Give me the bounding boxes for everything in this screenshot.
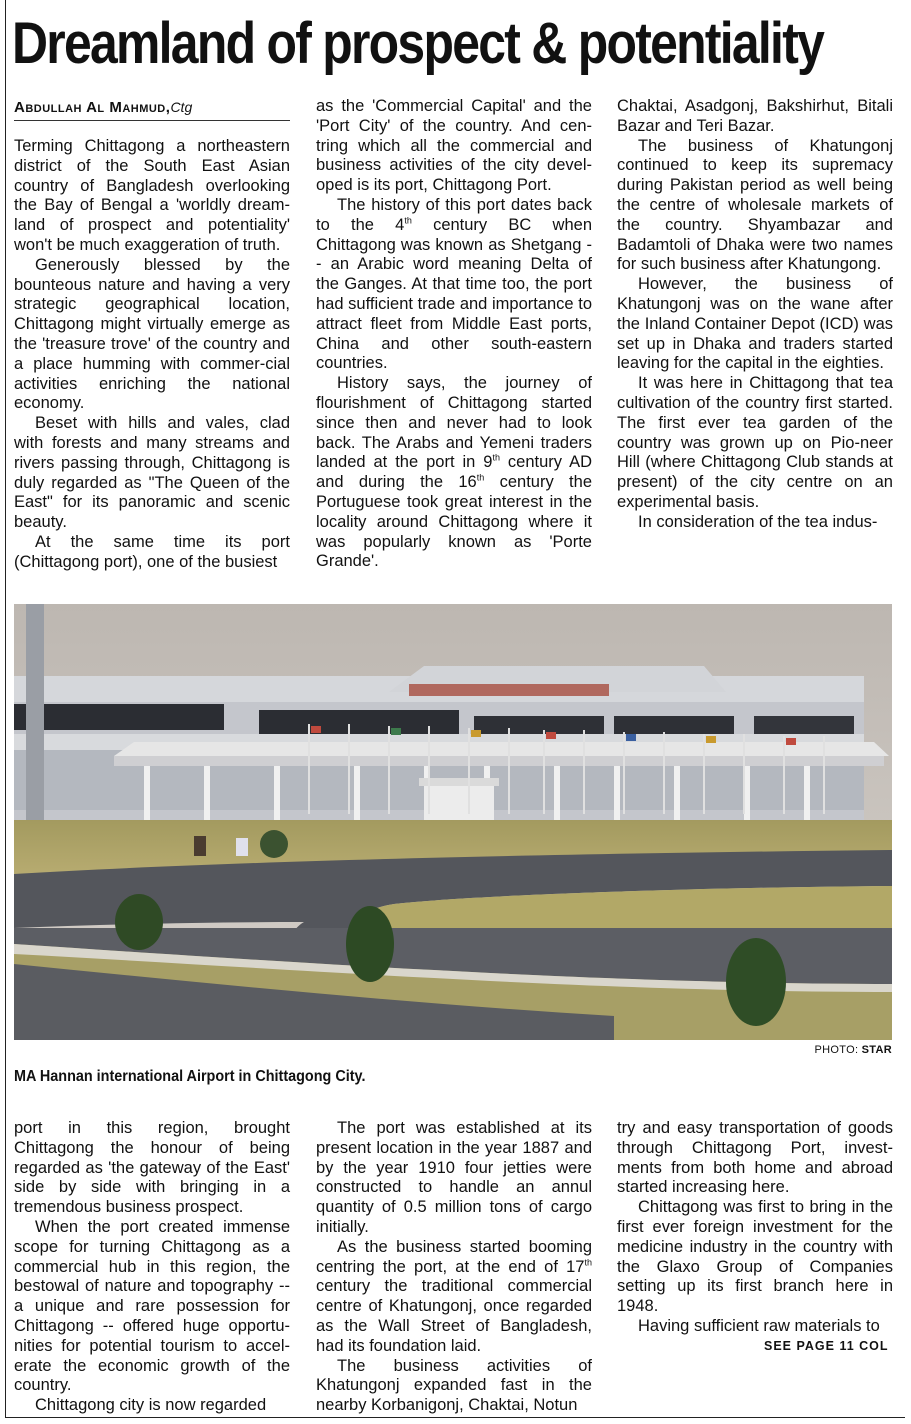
- paragraph: try and easy transportation of goods through Chittagong Port, invest-ments from both home and abroad started increasing here.: [617, 1119, 893, 1197]
- paragraph: However, the business of Khatungonj was on the wane after the Inland Container Depot (ICD) was set up in Dhaka and traders started leaving for the capital in the eighties.: [617, 275, 893, 373]
- paragraph: As the business started booming centring the port, at the end of 17th century the traditional commercial centre of Khatungonj, once regarded as the Wall Street of Bangladesh, had its foundation laid.: [316, 1237, 592, 1355]
- byline: Abdullah Al Mahmud,Ctg: [14, 98, 290, 121]
- paragraph: port in this region, brought Chittagong the honour of being regarded as 'the gateway of the East' side by side with bringing in a tremendous business prospect.: [14, 1119, 290, 1217]
- article-column-3: [617, 97, 893, 533]
- airport-photo: [14, 604, 892, 1040]
- byline-author: Abdullah Al Mahmud: [14, 99, 166, 116]
- article-column-5: [316, 1119, 592, 1416]
- photo-caption: MA Hannan international Airport in Chittagong City.: [14, 1068, 366, 1085]
- paragraph: Generously blessed by the bounteous nature and having a very strategic geographical location, Chittagong might virtually emerge as the 'treasure trove' of the country and a place humming with commer-cial activities enriching the national economy.: [14, 255, 290, 413]
- paragraph: Terming Chittagong a northeastern district of the South East Asian country of Bangladesh overlooking the Bay of Bengal a 'worldly dream-land of prospect and potentiality' won't be much exaggeration of truth.: [14, 137, 290, 254]
- byline-location: Ctg: [170, 99, 193, 115]
- photo-credit: PHOTO: STAR: [814, 1044, 892, 1056]
- paragraph: The history of this port dates back to the 4th century BC when Chittagong was known as Shetgang -- an Arabic word meaning Delta of the Ganges. At that time too, the port had sufficient trade and importance to attract fleet from Middle East ports, China and other south-eastern countries.: [316, 195, 592, 373]
- page-border-bottom: [5, 1417, 905, 1418]
- paragraph: Beset with hills and vales, clad with forests and many streams and rivers passing through, Chittagong is duly regarded as "The Queen of the East" for its panoramic and scenic beauty.: [14, 414, 290, 532]
- paragraph: When the port created immense scope for turning Chittagong as a commercial hub in this region, the bestowal of nature and topography -- a unique and rare possession for Chittagong -- offered huge opportu-nities for potential tourism to accel-erate the economic growth of the country.: [14, 1217, 290, 1395]
- paragraph: The business of Khatungonj continued to keep its supremacy during Pakistan period as well being the centre of wholesale markets of the country. Shyambazar and Badamtoli of Dhaka were two names for such business after Khatungong.: [617, 136, 893, 274]
- page-border-left: [5, 0, 6, 1418]
- article-column-6: [617, 1119, 893, 1337]
- jump-line[interactable]: SEE PAGE 11 COL: [764, 1339, 889, 1353]
- paragraph: It was here in Chittagong that tea cultivation of the country first started. The first ever tea garden of the country was grown up on Pio-neer Hill (where Chittagong Club stands at present) of the city centre on an experimental basis.: [617, 374, 893, 511]
- article-column-4: [14, 1119, 290, 1416]
- paragraph: Chaktai, Asadgonj, Bakshirhut, Bitali Bazar and Teri Bazar.: [617, 97, 893, 135]
- paragraph: At the same time its port (Chittagong port), one of the busiest: [14, 532, 290, 571]
- paragraph: Chittagong city is now regarded: [35, 1396, 267, 1415]
- paragraph: Chittagong was first to bring in the first ever foreign investment for the medicine industry in the country with the Glaxo Group of Companies setting up its first branch here in 1948.: [617, 1198, 893, 1316]
- article-column-1: [14, 137, 290, 573]
- article-column-2: [316, 97, 592, 572]
- paragraph: Having sufficient raw materials to: [638, 1316, 880, 1335]
- paragraph: History says, the journey of flourishment of Chittagong started since then and never had to look back. The Arabs and Yemeni traders landed at the port in 9th century AD and during the 16th century the Portuguese took great interest in the locality around Chittagong where it was popularly known as 'Porte Grande'.: [316, 374, 592, 571]
- paragraph: In consideration of the tea indus-: [638, 512, 878, 531]
- paragraph: The port was established at its present location in the year 1887 and by the year 1910 four jetties were constructed to handle an annul quantity of 0.5 million tons of cargo initially.: [316, 1119, 592, 1236]
- headline: Dreamland of prospect & potentiality: [12, 11, 824, 76]
- paragraph: as the 'Commercial Capital' and the 'Port City' of the country. And cen-tring which all the commercial and business activities of the city devel-oped is its port, Chittagong Port.: [316, 97, 592, 195]
- paragraph: The business activities of Khatungonj expanded fast in the nearby Korbanigonj, Chaktai, Notun: [316, 1356, 592, 1415]
